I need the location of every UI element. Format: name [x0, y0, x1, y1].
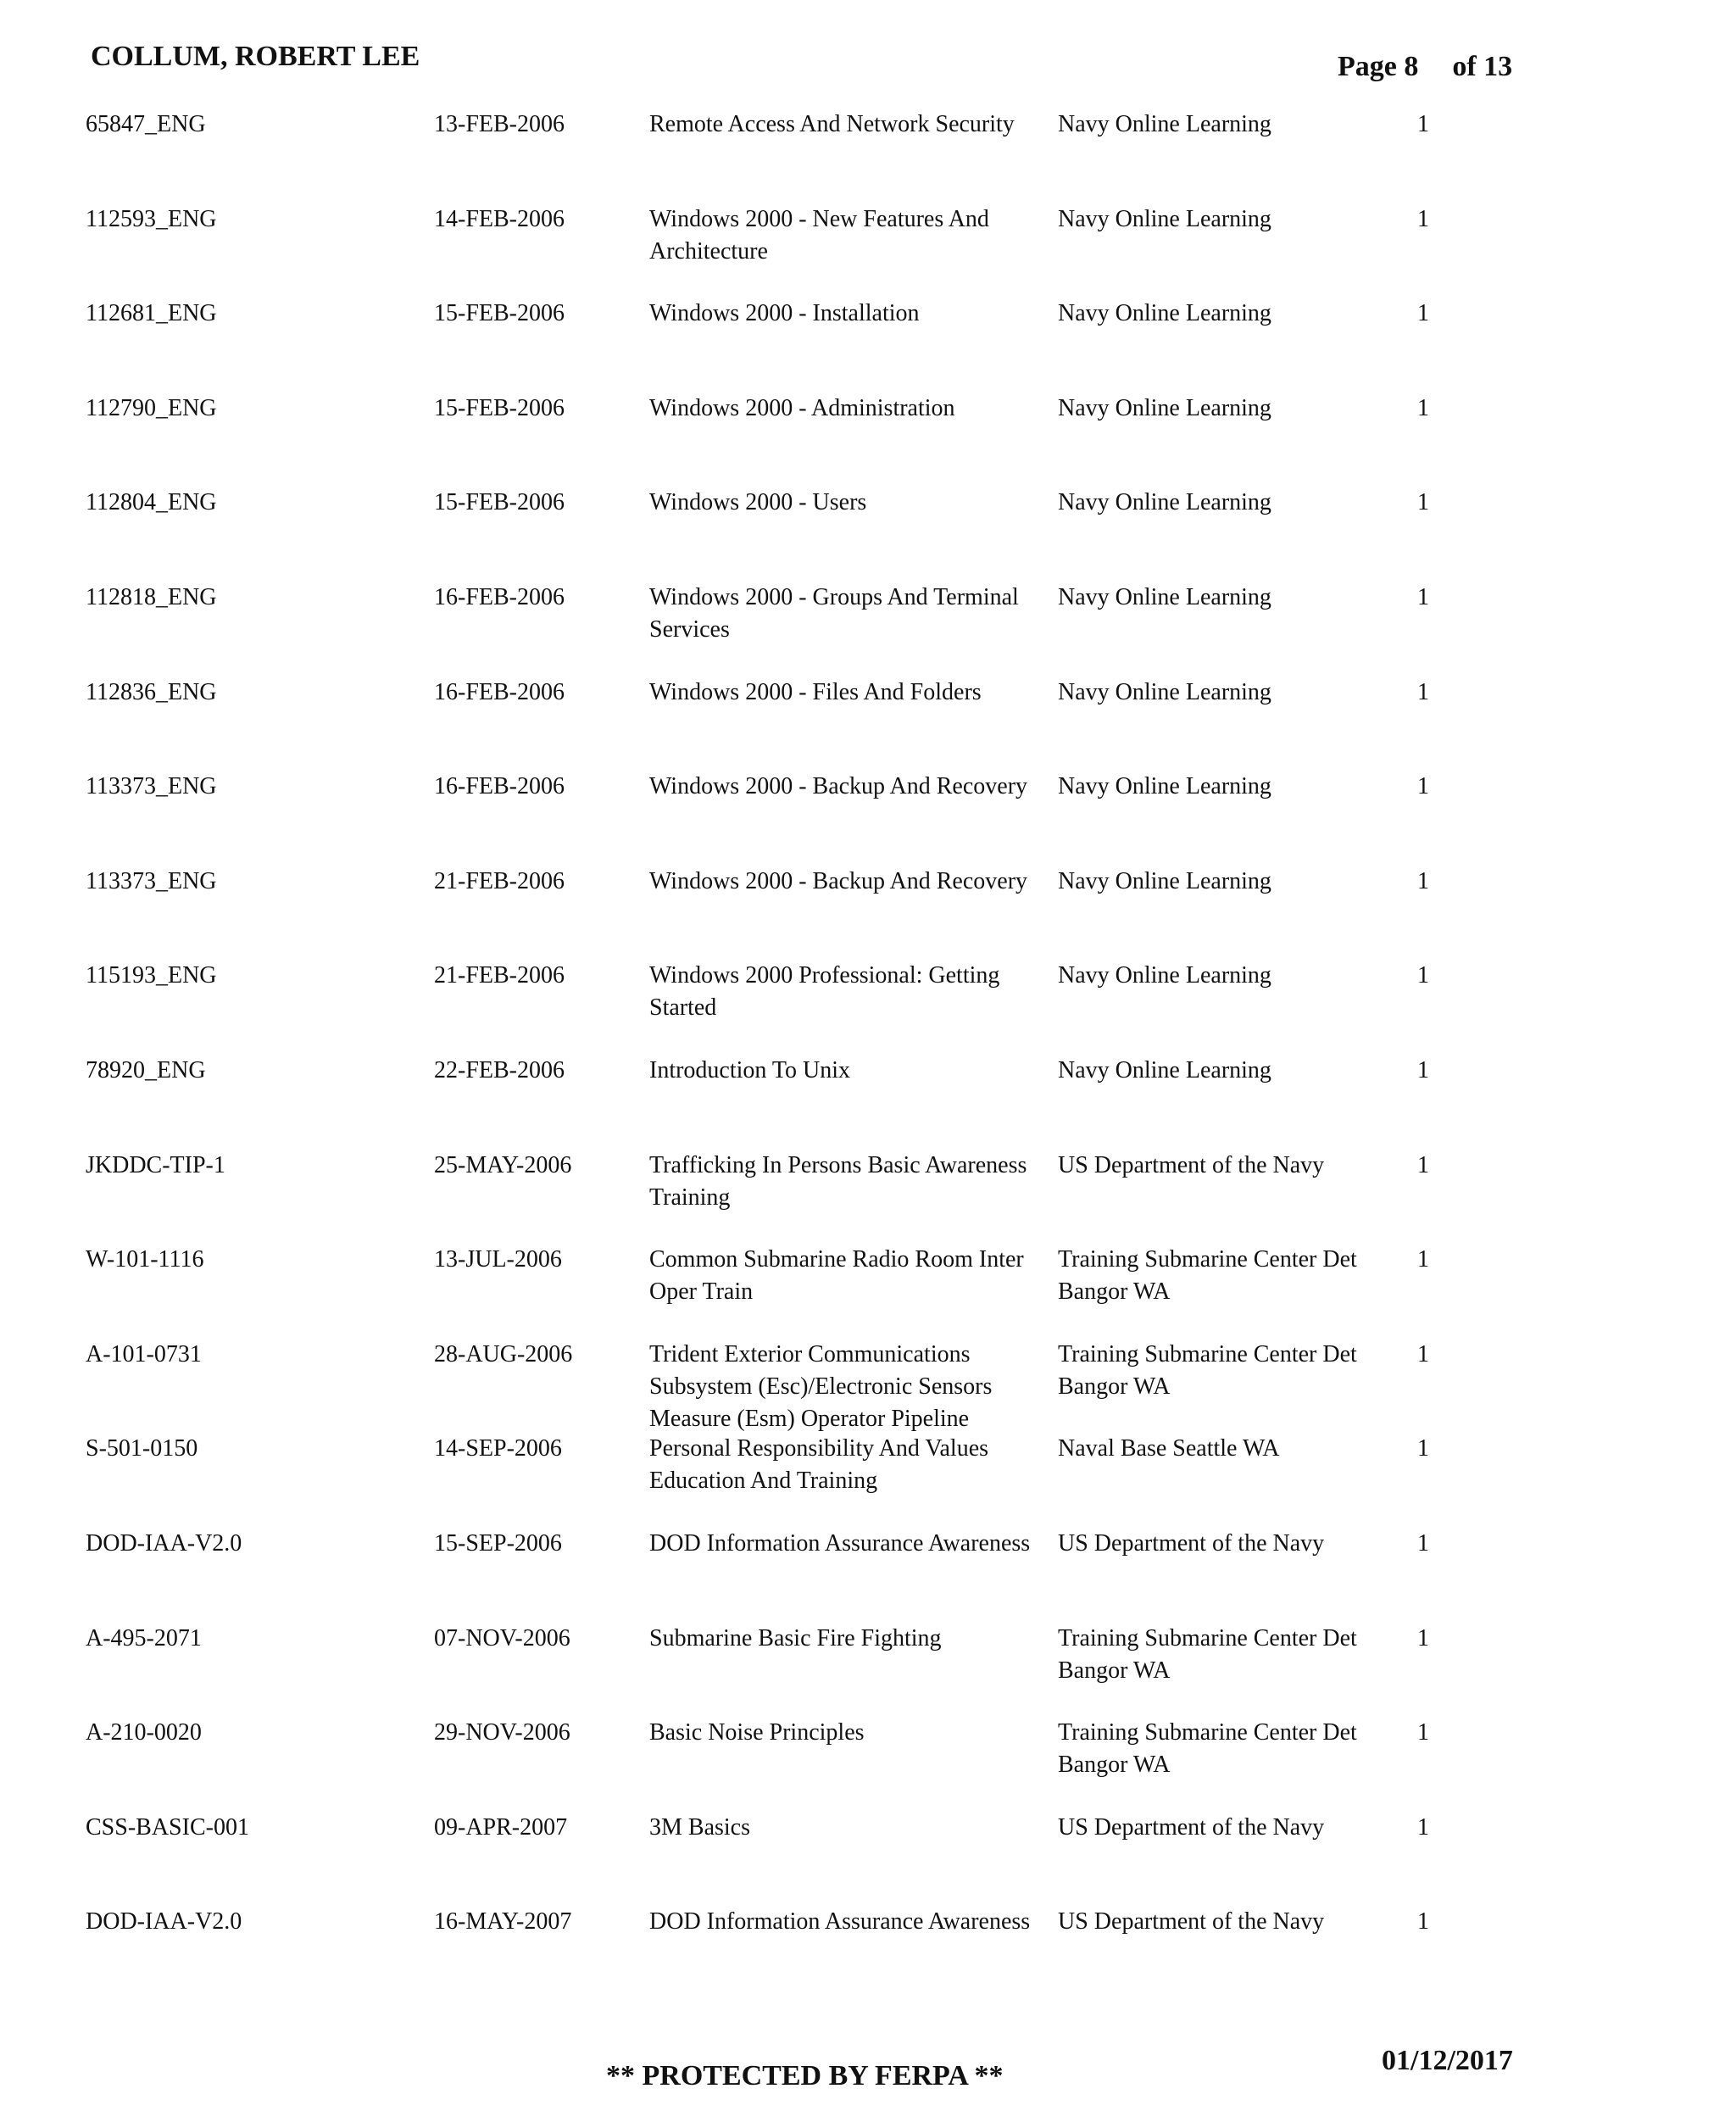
course-credit: 1	[1417, 1719, 1429, 1746]
course-title: Windows 2000 Professional: Getting Started	[649, 962, 1000, 1022]
course-credit: 1	[1417, 205, 1429, 232]
course-credit: 1	[1417, 1908, 1429, 1935]
course-code: 112836_ENG	[86, 678, 217, 705]
course-title: Windows 2000 - Users	[649, 489, 867, 516]
table-row	[0, 1339, 1736, 1434]
course-code: 78920_ENG	[86, 1056, 206, 1083]
page-total: of 13	[1452, 51, 1513, 82]
course-code: 112790_ENG	[86, 394, 217, 421]
course-date: 28-AUG-2006	[434, 1340, 573, 1367]
course-credit: 1	[1417, 394, 1429, 421]
course-title: DOD Information Assurance Awareness	[649, 1908, 1031, 1935]
course-credit: 1	[1417, 111, 1429, 137]
table-row	[0, 866, 1736, 961]
course-institution: Navy Online Learning	[1058, 394, 1271, 421]
course-title: Windows 2000 - Groups And Terminal Services	[649, 583, 1019, 643]
course-code: 65847_ENG	[86, 111, 206, 137]
course-title: Windows 2000 - Backup And Recovery	[649, 867, 1028, 894]
course-title: Common Submarine Radio Room Inter Oper Train	[649, 1246, 1024, 1306]
course-title: Remote Access And Network Security	[649, 111, 1015, 137]
course-date: 21-FEB-2006	[434, 867, 565, 894]
page-label: Page 8	[1338, 51, 1419, 82]
course-date: 14-FEB-2006	[434, 205, 565, 232]
course-credit: 1	[1417, 1529, 1429, 1557]
course-title: Introduction To Unix	[649, 1056, 851, 1083]
course-date: 13-JUL-2006	[434, 1246, 562, 1273]
course-institution: Navy Online Learning	[1058, 300, 1271, 327]
course-code: 112804_ENG	[86, 489, 217, 516]
course-credit: 1	[1417, 867, 1429, 894]
table-row	[0, 1150, 1736, 1245]
course-code: JKDDC-TIP-1	[86, 1151, 225, 1178]
course-institution: Training Submarine Center Det Bangor WA	[1058, 1246, 1357, 1306]
course-credit: 1	[1417, 300, 1429, 327]
course-date: 16-FEB-2006	[434, 678, 565, 705]
course-title: Submarine Basic Fire Fighting	[649, 1624, 942, 1651]
course-date: 15-FEB-2006	[434, 394, 565, 421]
table-row	[0, 109, 1736, 203]
course-code: A-495-2071	[86, 1624, 202, 1651]
course-title: Windows 2000 - Installation	[649, 300, 920, 327]
course-date: 09-APR-2007	[434, 1813, 568, 1841]
course-credit: 1	[1417, 678, 1429, 705]
table-row	[0, 677, 1736, 771]
course-institution: US Department of the Navy	[1058, 1908, 1325, 1935]
course-institution: Training Submarine Center Det Bangor WA	[1058, 1719, 1357, 1779]
course-date: 14-SEP-2006	[434, 1435, 562, 1462]
table-row	[0, 1244, 1736, 1339]
course-institution: US Department of the Navy	[1058, 1813, 1325, 1841]
course-list	[0, 109, 1736, 2001]
table-row	[0, 487, 1736, 582]
table-row	[0, 1906, 1736, 2001]
course-code: CSS-BASIC-001	[86, 1813, 249, 1841]
course-code: 113373_ENG	[86, 867, 217, 894]
course-institution: Navy Online Learning	[1058, 962, 1271, 989]
course-institution: US Department of the Navy	[1058, 1529, 1325, 1557]
course-code: W-101-1116	[86, 1246, 204, 1273]
course-code: A-210-0020	[86, 1719, 202, 1746]
course-date: 15-SEP-2006	[434, 1529, 562, 1557]
course-credit: 1	[1417, 773, 1429, 800]
table-row	[0, 1055, 1736, 1150]
course-code: S-501-0150	[86, 1435, 198, 1462]
course-credit: 1	[1417, 583, 1429, 610]
course-date: 13-FEB-2006	[434, 111, 565, 137]
course-code: 113373_ENG	[86, 773, 217, 800]
course-institution: Navy Online Learning	[1058, 205, 1271, 232]
course-date: 21-FEB-2006	[434, 962, 565, 989]
course-institution: Navy Online Learning	[1058, 583, 1271, 610]
course-institution: US Department of the Navy	[1058, 1151, 1325, 1178]
course-date: 16-MAY-2007	[434, 1908, 572, 1935]
course-title: Windows 2000 - New Features And Architecture	[649, 205, 989, 265]
course-date: 29-NOV-2006	[434, 1719, 570, 1746]
course-institution: Navy Online Learning	[1058, 678, 1271, 705]
course-code: A-101-0731	[86, 1340, 202, 1367]
course-date: 16-FEB-2006	[434, 773, 565, 800]
course-title: Personal Responsibility And Values Education And Training	[649, 1435, 989, 1495]
course-title: Trafficking In Persons Basic Awareness Training	[649, 1151, 1027, 1211]
course-credit: 1	[1417, 489, 1429, 516]
course-title: Windows 2000 - Files And Folders	[649, 678, 982, 705]
table-row	[0, 1812, 1736, 1907]
course-credit: 1	[1417, 1246, 1429, 1273]
course-date: 25-MAY-2006	[434, 1151, 572, 1178]
course-title: DOD Information Assurance Awareness	[649, 1529, 1031, 1557]
table-row	[0, 393, 1736, 487]
course-credit: 1	[1417, 1151, 1429, 1178]
course-title: Basic Noise Principles	[649, 1719, 865, 1746]
table-row	[0, 203, 1736, 298]
course-institution: Navy Online Learning	[1058, 773, 1271, 800]
course-code: 112593_ENG	[86, 205, 217, 232]
table-row	[0, 771, 1736, 866]
ferpa-notice: ** PROTECTED BY FERPA **	[606, 2060, 1004, 2091]
course-institution: Navy Online Learning	[1058, 111, 1271, 137]
course-credit: 1	[1417, 962, 1429, 989]
course-credit: 1	[1417, 1340, 1429, 1367]
table-row	[0, 960, 1736, 1055]
course-title: Trident Exterior Communications Subsystem (Esc)/Electronic Sensors Measure (Esm) Operator Pipeline	[649, 1340, 993, 1432]
page-number	[1338, 51, 1512, 83]
course-institution: Navy Online Learning	[1058, 1056, 1271, 1083]
table-row	[0, 298, 1736, 393]
course-institution: Training Submarine Center Det Bangor WA	[1058, 1340, 1357, 1400]
course-title: Windows 2000 - Administration	[649, 394, 955, 421]
course-institution: Navy Online Learning	[1058, 489, 1271, 516]
course-date: 15-FEB-2006	[434, 300, 565, 327]
table-row	[0, 1528, 1736, 1623]
course-code: DOD-IAA-V2.0	[86, 1529, 242, 1557]
course-credit: 1	[1417, 1435, 1429, 1462]
course-credit: 1	[1417, 1624, 1429, 1651]
course-institution: Naval Base Seattle WA	[1058, 1435, 1280, 1462]
course-date: 15-FEB-2006	[434, 489, 565, 516]
course-title: Windows 2000 - Backup And Recovery	[649, 773, 1028, 800]
course-code: 115193_ENG	[86, 962, 217, 989]
course-credit: 1	[1417, 1813, 1429, 1841]
print-date: 01/12/2017	[1382, 2045, 1513, 2076]
table-row	[0, 1433, 1736, 1528]
course-code: 112681_ENG	[86, 300, 217, 327]
course-institution: Navy Online Learning	[1058, 867, 1271, 894]
table-row	[0, 1717, 1736, 1812]
course-date: 16-FEB-2006	[434, 583, 565, 610]
course-title: 3M Basics	[649, 1813, 750, 1841]
course-credit: 1	[1417, 1056, 1429, 1083]
student-name: COLLUM, ROBERT LEE	[91, 41, 420, 72]
table-row	[0, 582, 1736, 677]
course-institution: Training Submarine Center Det Bangor WA	[1058, 1624, 1357, 1684]
course-date: 07-NOV-2006	[434, 1624, 570, 1651]
course-date: 22-FEB-2006	[434, 1056, 565, 1083]
course-code: 112818_ENG	[86, 583, 217, 610]
course-code: DOD-IAA-V2.0	[86, 1908, 242, 1935]
table-row	[0, 1623, 1736, 1718]
